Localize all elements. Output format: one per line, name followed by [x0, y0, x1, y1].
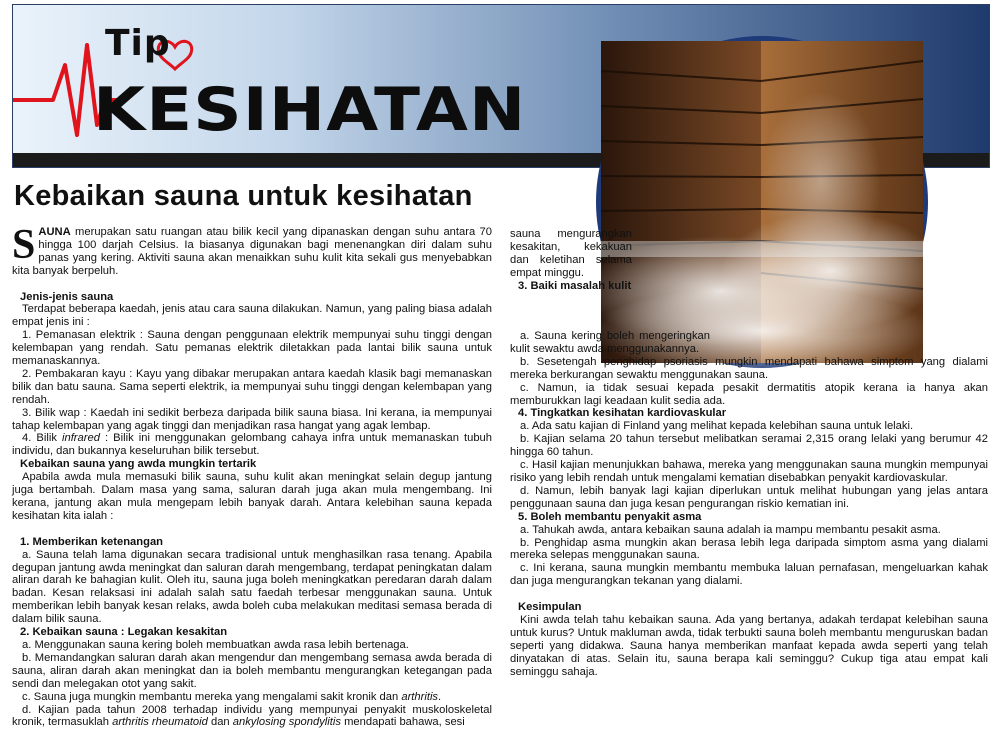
section-5-c: c. Ini kerana, sauna mungkin membantu membuka laluan pernafasan, mengeluarkan kahak dan juga mengurangkan tekanan yang dialami.: [510, 562, 988, 588]
section-title: KESIHATAN: [93, 75, 526, 145]
section-2-a: a. Menggunakan sauna kering boleh membuatkan awda rasa lebih bertenaga.: [12, 639, 492, 652]
article-column-left: [12, 226, 492, 729]
tip-label: Tip: [105, 23, 171, 64]
section-3-heading: 3. Baiki masalah kulit: [510, 280, 632, 293]
section-4-heading: 4. Tingkatkan kesihatan kardiovaskular: [510, 407, 988, 420]
section-4-c: c. Hasil kajian menunjukkan bahawa, mereka yang menggunakan sauna mungkin mempunyai risiko yang lebih rendah untuk mengalami kematian disebabkan penyakit kardiovaskular.: [510, 459, 988, 485]
article-column-right: [510, 330, 988, 678]
section-3-a: a. Sauna kering boleh mengeringkan kulit sewaktu awda menggunakannya.: [510, 330, 710, 356]
section-2-d: d. Kajian pada tahun 2008 terhadap individu yang mempunyai penyakit muskoloskeletal kronik, termasuklah arthritis rheumatoid dan ankylosing spondylitis mendapati bahawa, sesi: [12, 704, 492, 729]
section-2-c: c. Sauna juga mungkin membantu mereka yang mengalami sakit kronik dan arthritis.: [12, 691, 492, 704]
jenis-item-1: 1. Pemanasan elektrik : Sauna dengan penggunaan elektrik mempunyai suhu tinggi dengan kelembapan yang rendah. Satu pemanas elektrik diletakkan pada lantai bilik sauna untuk memanaskannya.: [12, 329, 492, 368]
jenis-item-4: 4. Bilik infrared : Bilik ini menggunakan gelombang cahaya infra untuk memanaskan tubuh individu, dan bukannya keseluruhan bilik tersebut.: [12, 432, 492, 458]
article-column-middle-narrow: [510, 228, 632, 293]
section-2-b: b. Memandangkan saluran darah akan mengendur dan mengembang semasa awda berada di sauna, aliran darah akan meningkat dan ia boleh membantu mengurangkan ketegangan pada sendi dan melegakan otot yang sakit.: [12, 652, 492, 691]
kebaikan-intro: Apabila awda mula memasuki bilik sauna, suhu kulit akan meningkat selain degup jantung juga bertambah. Dalam masa yang sama, saluran darah juga akan mula mengembang. Ini kerana, jantung akan mula mengepam lebih banyak darah. Antara kelebihan sauna kepada kesihatan kita ialah :: [12, 471, 492, 523]
kesimpulan-heading: Kesimpulan: [510, 601, 988, 614]
sauna-room-image: [601, 41, 923, 363]
kebaikan-heading: Kebaikan sauna yang awda mungkin tertarik: [12, 458, 492, 471]
article-headline: Kebaikan sauna untuk kesihatan: [14, 180, 473, 213]
section-5-heading: 5. Boleh membantu penyakit asma: [510, 511, 988, 524]
section-2-heading: 2. Kebaikan sauna : Legakan kesakitan: [12, 626, 492, 639]
section-1-heading: 1. Memberikan ketenangan: [12, 536, 492, 549]
section-5-b: b. Penghidap asma mungkin akan berasa lebih lega daripada simptom asma yang dialami mereka selepas menggunakan sauna.: [510, 537, 988, 563]
section-4-b: b. Kajian selama 20 tahun tersebut melibatkan seramai 2,315 orang lelaki yang berumur 42 hingga 60 tahun.: [510, 433, 988, 459]
intro-paragraph: [12, 226, 492, 278]
intro-lead: AUNA: [38, 226, 70, 238]
section-2-d-continued: sauna mengurangkan kesakitan, kekakuan dan keletihan selama empat minggu.: [510, 228, 632, 280]
jenis-item-2: 2. Pembakaran kayu : Kayu yang dibakar merupakan antara kaedah klasik bagi memanaskan bilik dan batu sauna. Sama seperti elektrik, ia mempunyai suhu tinggi dengan kelembapan yang rendah.: [12, 368, 492, 407]
section-4-d: d. Namun, lebih banyak lagi kajian diperlukan untuk melihat hubungan yang jelas antara penggunaan sauna dan juga kesan pengurangan riskio kematian ini.: [510, 485, 988, 511]
section-5-a: a. Tahukah awda, antara kebaikan sauna adalah ia mampu membantu pesakit asma.: [510, 524, 988, 537]
section-1-a: a. Sauna telah lama digunakan secara tradisional untuk menghasilkan rasa tenang. Apabila degupan jantung awda meningkat dan saluran darah mengembang, terdapat peningkatan dalam aliran darah ke bahagian kulit. Oleh itu, sauna juga boleh meningkatkan peredaran darah dalam badan. Kesan relaksasi ini adalah salah satu faedah terbesar menggunakan sauna. Untuk memberikan lebih banyak kesan relaks, awda boleh cuba melakukan meditasi semasa berada di dalam bilik sauna.: [12, 549, 492, 626]
jenis-intro: Terdapat beberapa kaedah, jenis atau cara sauna dilakukan. Namun, yang paling biasa adalah empat jenis ini :: [12, 303, 492, 329]
section-4-a: a. Ada satu kajian di Finland yang melihat kepada kelebihan sauna untuk lelaki.: [510, 420, 988, 433]
jenis-item-3: 3. Bilik wap : Kaedah ini sedikit berbeza daripada bilik sauna biasa. Ini kerana, ia mempunyai tahap kelembapan yang agak tinggi dan menjadikan rasa hangat yang agak lembap.: [12, 407, 492, 433]
sauna-photo: [596, 36, 928, 368]
kesimpulan-text: Kini awda telah tahu kebaikan sauna. Ada yang bertanya, adakah terdapat kelebihan sauna untuk kurus? Untuk makluman awda, tidak terbukti sauna boleh membantu menguruskan badan seperti yang didakwa. Sauna hanya memberikan manfaat kepada awda seperti yang telah dinyatakan di atas. Selain itu, sauna berapa kali seminggu? Cukup tiga atau empat kali seminggu sahaja.: [510, 614, 988, 679]
section-3-c: c. Namun, ia tidak sesuai kepada pesakit dermatitis atopik kerana ia hanya akan memburukkan lagi keadaan kulit sedia ada.: [510, 382, 988, 408]
jenis-heading: Jenis-jenis sauna: [12, 291, 492, 304]
drop-cap: S: [12, 228, 35, 262]
intro-text: merupakan satu ruangan atau bilik kecil yang dipanaskan dengan suhu antara 70 hingga 100 darjah Celsius. Ia biasanya digunakan bagi menenangkan diri dalam suhu panas yang kering. Aktiviti sauna akan menaikkan suhu kulit kita sekali gus menyebabkan kita banyak berpeluh.: [12, 226, 492, 277]
section-3-b: b. Sesetengah penghidap psoriasis mungkin mendapati bahawa simptom yang dialami mereka berkurangan sewaktu menggunakan sauna.: [510, 356, 988, 382]
